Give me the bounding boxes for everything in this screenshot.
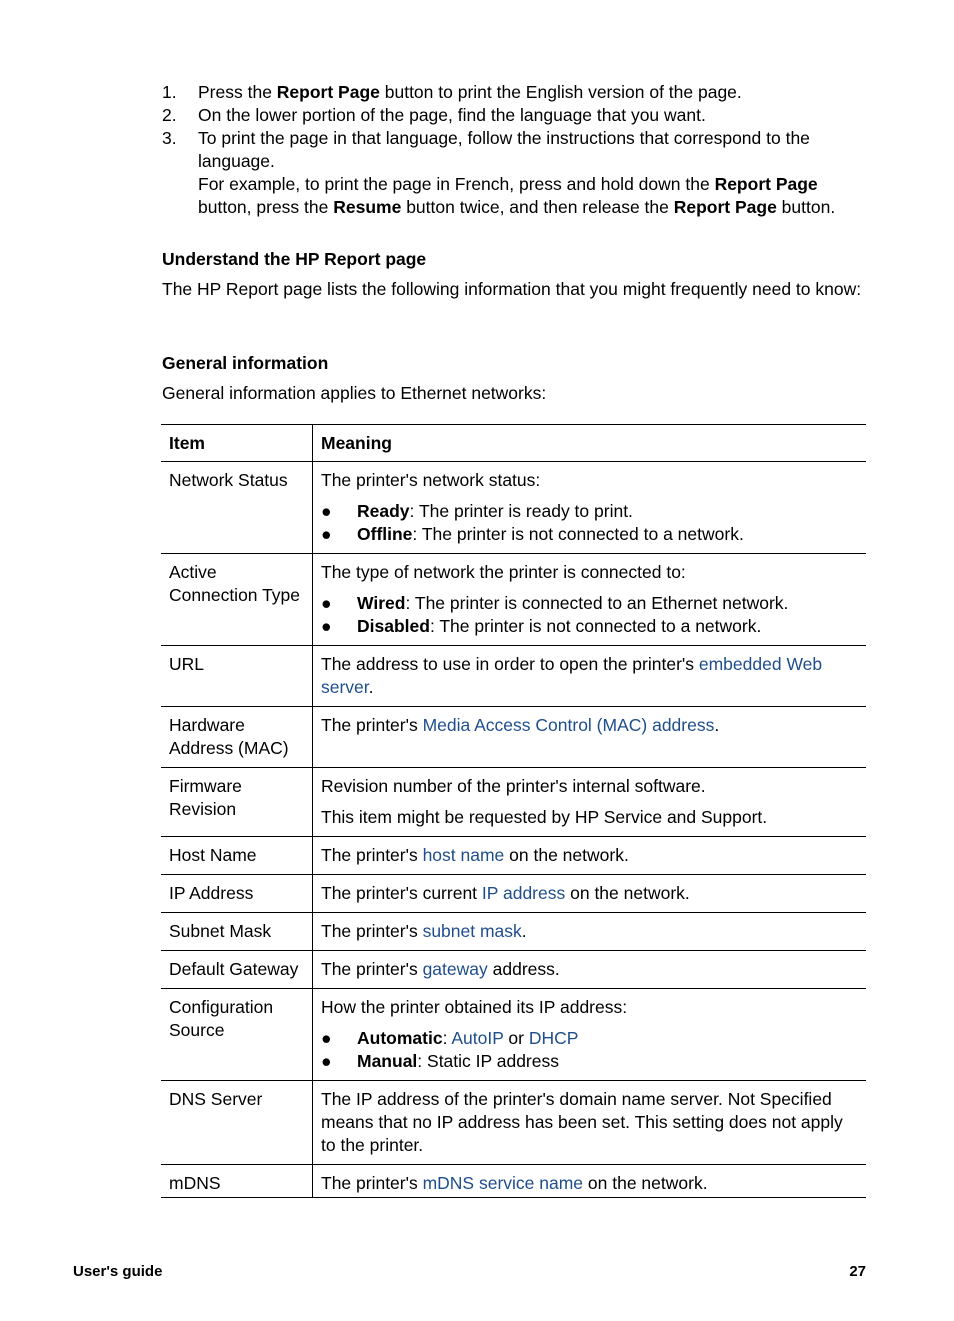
meaning-text: . xyxy=(521,921,527,941)
table-row xyxy=(161,913,866,951)
row-item: Host Name xyxy=(161,837,313,875)
meaning-text: The printer's xyxy=(321,959,423,979)
row-meaning xyxy=(313,554,867,646)
autoip-link[interactable]: AutoIP xyxy=(451,1028,504,1048)
row-meaning xyxy=(313,768,867,837)
bullet-desc: : Static IP address xyxy=(417,1051,559,1071)
bullet-icon: ● xyxy=(321,501,332,521)
list-item xyxy=(321,523,858,546)
row-meaning xyxy=(313,462,867,554)
section-body-report-page: The HP Report page lists the following information that you might frequently need to know: xyxy=(162,279,862,299)
step-text: To print the page in that language, follow the instructions that correspond to the language. xyxy=(198,128,810,171)
bullet-icon: ● xyxy=(321,593,332,613)
row-item: URL xyxy=(161,646,313,707)
list-item xyxy=(321,500,858,523)
bullet-term: Disabled xyxy=(357,616,430,636)
bullet-list xyxy=(321,500,858,546)
step-2 xyxy=(162,104,872,127)
meaning-text: The printer's network status: xyxy=(321,470,541,490)
general-info-table xyxy=(161,424,866,1198)
example-text: button. xyxy=(776,197,836,217)
dhcp-link[interactable]: DHCP xyxy=(528,1028,579,1048)
row-item: Hardware Address (MAC) xyxy=(161,707,313,768)
table-row xyxy=(161,837,866,875)
step-number: 3. xyxy=(162,128,177,148)
meaning-text: The printer's xyxy=(321,921,423,941)
meaning-text: . xyxy=(714,715,720,735)
meaning-text: The type of network the printer is connected to: xyxy=(321,562,686,582)
mac-address-link[interactable]: Media Access Control (MAC) address xyxy=(422,715,715,735)
table-row xyxy=(161,707,866,768)
meaning-text: on the network. xyxy=(504,845,629,865)
step-number: 1. xyxy=(162,82,177,102)
meaning-text: address. xyxy=(487,959,560,979)
section-heading-general-info: General information xyxy=(162,353,329,373)
instruction-steps xyxy=(162,81,872,219)
report-page-term: Report Page xyxy=(276,82,380,102)
step-text: Press the xyxy=(198,82,277,102)
row-meaning xyxy=(313,646,867,707)
example-text: button twice, and then release the xyxy=(401,197,674,217)
meaning-text: Revision number of the printer's internal software. xyxy=(321,776,706,796)
table-header-row xyxy=(161,425,866,462)
row-meaning xyxy=(313,837,867,875)
resume-term: Resume xyxy=(333,197,402,217)
embedded-web-server-link[interactable]: embedded Web server xyxy=(321,654,823,697)
table-row xyxy=(161,646,866,707)
bullet-desc: or xyxy=(503,1028,529,1048)
meaning-text: . xyxy=(368,677,374,697)
bullet-term: Wired xyxy=(357,593,406,613)
bullet-icon: ● xyxy=(321,1028,332,1048)
host-name-link[interactable]: host name xyxy=(422,845,505,865)
row-item: mDNS xyxy=(161,1165,313,1198)
meaning-text: on the network. xyxy=(583,1173,708,1193)
bullet-desc: : The printer is connected to an Ethernet network. xyxy=(405,593,789,613)
table-row xyxy=(161,1165,866,1198)
subnet-mask-link[interactable]: subnet mask xyxy=(422,921,522,941)
meaning-text: The printer's current xyxy=(321,883,482,903)
row-item: Active Connection Type xyxy=(161,554,313,646)
bullet-desc: : The printer is ready to print. xyxy=(409,501,633,521)
meaning-text: The printer's xyxy=(321,715,423,735)
meaning-text: How the printer obtained its IP address: xyxy=(321,997,628,1017)
bullet-term: Ready xyxy=(357,501,410,521)
bullet-term: Manual xyxy=(357,1051,418,1071)
bullet-term: Automatic xyxy=(357,1028,443,1048)
step-example xyxy=(198,173,872,219)
meaning-text: The printer's xyxy=(321,1173,423,1193)
bullet-term: Offline xyxy=(357,524,413,544)
footer-page-number: 27 xyxy=(849,1263,866,1280)
bullet-desc: : The printer is not connected to a network. xyxy=(412,524,744,544)
row-item: IP Address xyxy=(161,875,313,913)
row-meaning xyxy=(313,875,867,913)
report-page-term: Report Page xyxy=(714,174,818,194)
table-row xyxy=(161,989,866,1081)
list-item xyxy=(321,592,858,615)
meaning-text: The address to use in order to open the printer's xyxy=(321,654,699,674)
table-row xyxy=(161,1081,866,1165)
row-item: Subnet Mask xyxy=(161,913,313,951)
row-meaning xyxy=(313,1165,867,1198)
row-meaning xyxy=(313,913,867,951)
bullet-desc: : xyxy=(442,1028,452,1048)
table-row xyxy=(161,951,866,989)
table-row xyxy=(161,462,866,554)
column-header-item: Item xyxy=(161,425,313,462)
step-text: button to print the English version of the page. xyxy=(379,82,742,102)
step-number: 2. xyxy=(162,105,177,125)
row-item: Network Status xyxy=(161,462,313,554)
ip-address-link[interactable]: IP address xyxy=(481,883,566,903)
step-1 xyxy=(162,81,872,104)
table-row xyxy=(161,554,866,646)
bullet-icon: ● xyxy=(321,616,332,636)
section-body-general-info: General information applies to Ethernet networks: xyxy=(162,383,547,403)
row-meaning: The IP address of the printer's domain name server. Not Specified means that no IP address has been set. This setting does not apply to the printer. xyxy=(313,1081,867,1165)
row-meaning xyxy=(313,951,867,989)
bullet-desc: : The printer is not connected to a network. xyxy=(429,616,762,636)
list-item xyxy=(321,1050,858,1073)
step-3 xyxy=(162,127,872,219)
table-row xyxy=(161,768,866,837)
example-text: For example, to print the page in French, press and hold down the xyxy=(198,174,715,194)
bullet-list xyxy=(321,1027,858,1073)
mdns-service-name-link[interactable]: mDNS service name xyxy=(422,1173,584,1193)
bullet-icon: ● xyxy=(321,524,332,544)
row-item: Configuration Source xyxy=(161,989,313,1081)
section-heading-report-page: Understand the HP Report page xyxy=(162,249,427,269)
report-page-term: Report Page xyxy=(673,197,777,217)
example-text: button, press the xyxy=(198,197,334,217)
list-item xyxy=(321,615,858,638)
row-meaning xyxy=(313,989,867,1081)
bullet-icon: ● xyxy=(321,1051,332,1071)
footer-guide-label: User's guide xyxy=(73,1263,163,1280)
step-text: On the lower portion of the page, find the language that you want. xyxy=(198,105,706,125)
meaning-text: The printer's xyxy=(321,845,423,865)
meaning-text: on the network. xyxy=(565,883,690,903)
row-item: DNS Server xyxy=(161,1081,313,1165)
bullet-list xyxy=(321,592,858,638)
column-header-meaning: Meaning xyxy=(313,425,867,462)
row-item: Firmware Revision xyxy=(161,768,313,837)
meaning-text: This item might be requested by HP Service and Support. xyxy=(321,807,768,827)
table-row xyxy=(161,875,866,913)
list-item xyxy=(321,1027,858,1050)
gateway-link[interactable]: gateway xyxy=(422,959,488,979)
row-item: Default Gateway xyxy=(161,951,313,989)
row-meaning xyxy=(313,707,867,768)
